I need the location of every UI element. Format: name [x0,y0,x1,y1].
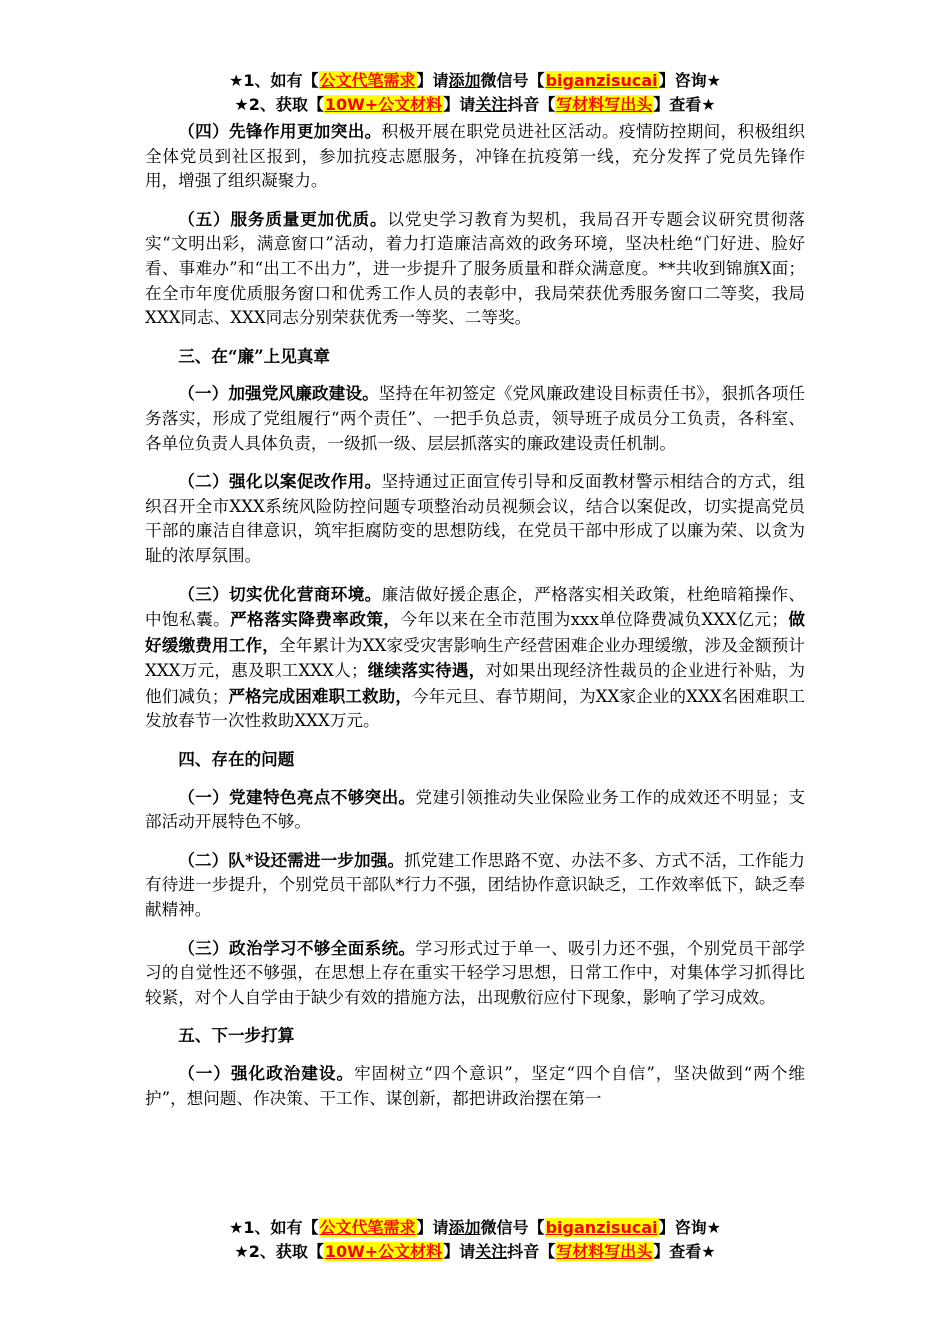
paragraph-text: 廉洁做好援企惠企，严格落实相关政策，杜绝暗箱操作、中饱私囊。 [145,584,805,630]
banner-underlined-text: 关注 [475,1242,508,1261]
paragraph-text: 坚持通过正面宣传引导和反面教材警示相结合的方式，组织召开全市XXX系统风险防控问题专项整治动员视频会议，结合以案促改，切实提高党员干部的廉洁自律意识，筑牢拒腐防变的思想防线，在党员干部中形成了以廉为荣、以贪为耻的浓厚氛围。 [145,472,805,565]
highlight-douyin[interactable]: 写材料写出头 [556,1242,653,1261]
banner-line-1 [0,1216,950,1240]
section-heading: 五、下一步打算 [178,1025,295,1046]
paragraph [145,1061,805,1134]
paragraph-text: 今年元旦、春节期间，为XX家企业的XXX名困难职工发放春节一次性救助XXX万元。 [145,686,806,731]
section-heading: 三、在“廉”上见真章 [178,345,331,366]
banner-text: 抖音【 [507,1242,556,1261]
banner-text: 】请 [443,1242,476,1261]
paragraph-text: 对如果出现经济性裁员的企业进行补贴，为他们减负； [145,661,806,706]
paragraph-bold-phrase: 严格完成困难职工救助， [228,685,413,706]
banner-text: 】查看★ [653,1242,716,1261]
paragraph-text: 今年以来在全市范围为xxx单位降费减负XXX亿元； [400,610,788,630]
paragraph [145,785,805,835]
banner-line-2 [0,1240,950,1264]
banner-text: 抖音【 [507,95,556,114]
paragraph [145,936,805,1011]
banner-line-2 [0,93,950,117]
paragraph-text: 坚持在年初签定《党风廉政建设目标责任书》，狠抓各项任务落实，形成了党组履行“两个责任”、一把手负总责，领导班子成员分工负责，各科室、各单位负责人具体负责，一级抓一级、层层抓落实的廉政建设责任机制。 [145,384,806,453]
highlight-service[interactable]: 公文代笔需求 [319,71,416,90]
banner-text: 】请 [416,1218,449,1237]
banner-text: ★2、获取【 [234,95,324,114]
highlight-wechat-id[interactable]: biganzisucai [545,1218,658,1237]
paragraph-lead: （四）先锋作用更加突出。 [178,121,382,141]
paragraph-text: 抓党建工作思路不宽、办法不多、方式不活，工作能力有待进一步提升，个别党员干部队*行力不强，团结协作意识缺乏，工作效率低下，缺乏奉献精神。 [145,850,805,920]
paragraph [145,469,805,568]
banner-text: 微信号【 [480,71,545,90]
paragraph [145,848,805,923]
highlight-materials[interactable]: 10W+公文材料 [324,95,443,114]
section-heading: 四、存在的问题 [178,749,295,770]
banner-text: 】咨询★ [658,1218,721,1237]
footer-banner [0,1216,950,1264]
paragraph-lead: （二）强化以案促改作用。 [178,471,382,492]
banner-text: 】咨询★ [658,71,721,90]
banner-underlined-text: 关注 [475,95,508,114]
paragraph-text: 党建引领推动失业保险业务工作的成效还不明显；支部活动开展特色不够。 [145,787,806,832]
paragraph-bold-phrase: 继续落实待遇， [367,660,486,681]
banner-text: ★1、如有【 [229,71,319,90]
banner-text: 】请 [416,71,449,90]
banner-underlined-text: 添加 [448,71,481,90]
paragraph-text: 学习形式过于单一、吸引力还不强，个别党员干部学习的自觉性还不够强，在思想上存在重实干轻学习思想，日常工作中，对集体学习抓得比较紧，对个人自学由于缺少有效的措施方法，出现敷衍应付下现象，影响了学习成效。 [145,938,806,1007]
banner-text: 微信号【 [480,1218,545,1237]
banner-text: 】查看★ [653,95,716,114]
paragraph-lead: （三）政治学习不够全面系统。 [178,937,416,958]
banner-text: 】请 [443,95,476,114]
paragraph-text: 积极开展在职党员进社区活动。疫情防控期间，积极组织全体党员到社区报到，参加抗疫志愿服务，冲锋在抗疫第一线，充分发挥了党员先锋作用，增强了组织凝聚力。 [145,122,805,191]
paragraph-lead: （三）切实优化营商环境。 [178,583,382,604]
paragraph [145,582,805,735]
paragraph-bold-phrase: 做好缓缴费用工作， [145,609,806,655]
highlight-service[interactable]: 公文代笔需求 [319,1218,416,1237]
banner-underlined-text: 添加 [448,1218,481,1237]
paragraph-lead: （一）党建特色亮点不够突出。 [178,786,416,807]
banner-line-1 [0,69,950,93]
banner-text: ★2、获取【 [234,1242,324,1261]
highlight-wechat-id[interactable]: biganzisucai [545,71,658,90]
paragraph [145,381,805,456]
document-body [145,119,805,1134]
header-banner [0,69,950,117]
paragraph-lead: （二）队*设还需进一步加强。 [178,849,405,870]
paragraph [145,207,805,331]
paragraph-lead: （一）加强党风廉政建设。 [178,383,379,404]
paragraph-bold-phrase: 严格落实降费率政策， [230,609,401,630]
paragraph [145,119,805,194]
paragraph-text: 以党史学习教育为契机，我局召开专题会议研究贯彻落实“文明出彩，满意窗口”活动，着力打造廉洁高效的政务环境，坚决杜绝“门好进、脸好看、事难办”和“出工不出力”，进一步提升了服务质量和群众满意度。**共收到锦旗X面；在全市年度优质服务窗口和优秀工作人员的表彰中，我局荣获优秀服务窗口二等奖，我局XXX同志、XXX同志分别荣获优秀一等奖、二等奖。 [145,209,805,328]
paragraph-lead: （五）服务质量更加优质。 [178,208,388,229]
paragraph-text: 全年累计为XX家受灾害影响生产经营困难企业办理缓缴，涉及金额预计XXX万元，惠及职工XXX人； [145,635,806,681]
paragraph-text: 牢固树立“四个意识”，坚定“四个自信”，坚决做到“两个维护”，想问题、作决策、干工作、谋创新，都把讲政治摆在第一 [145,1064,805,1108]
highlight-materials[interactable]: 10W+公文材料 [324,1242,443,1261]
paragraph-lead: （一）强化政治建设。 [178,1063,355,1083]
banner-text: ★1、如有【 [229,1218,319,1237]
highlight-douyin[interactable]: 写材料写出头 [556,95,653,114]
